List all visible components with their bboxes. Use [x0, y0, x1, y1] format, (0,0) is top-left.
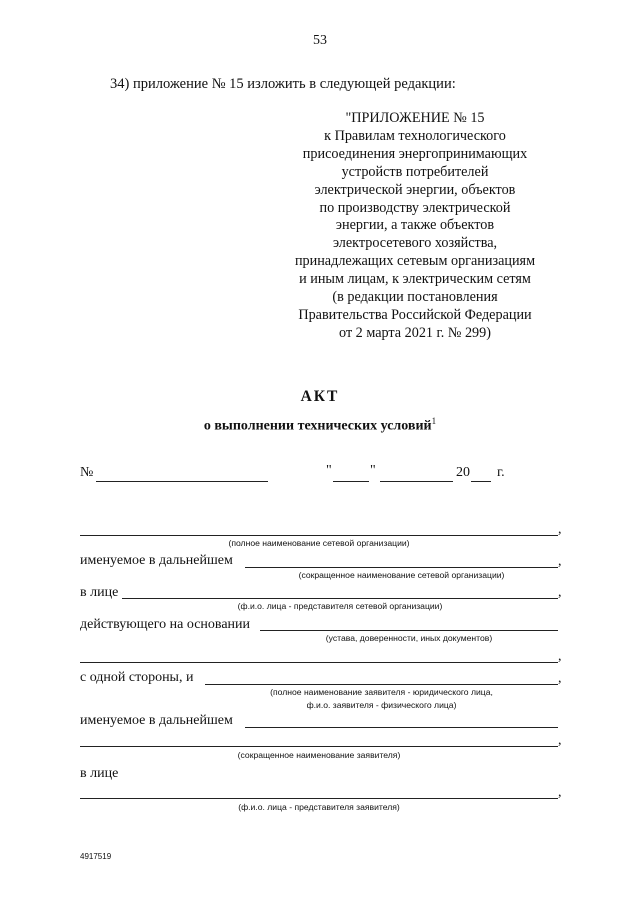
network-org-short-name-field[interactable]: [245, 567, 558, 568]
appendix-line: "ПРИЛОЖЕНИЕ № 15: [345, 110, 485, 126]
appendix-line: к Правилам технологического: [324, 127, 506, 144]
date-year-suffix: г.: [497, 465, 505, 480]
number-label: №: [80, 465, 94, 480]
appendix-header: [280, 110, 550, 343]
label-named-hereinafter: именуемое в дальнейшем: [80, 553, 233, 568]
appendix-line: электросетевого хозяйства,: [332, 235, 498, 252]
appendix-line: присоединения энергопринимающих: [302, 145, 528, 162]
caption-network-representative: (ф.и.о. лица - представителя сетевой организации): [237, 601, 443, 611]
basis-documents-field[interactable]: [260, 630, 558, 631]
label-one-side-and: с одной стороны, и: [80, 670, 194, 685]
date-year-field[interactable]: [471, 481, 491, 482]
appendix-line: (в редакции постановления: [332, 289, 498, 306]
caption-applicant-full-name-2: ф.и.о. заявителя - физического лица): [306, 700, 457, 710]
caption-applicant-representative: (ф.и.о. лица - представителя заявителя): [238, 802, 400, 812]
basis-documents-continuation-field[interactable]: [80, 662, 558, 663]
date-close-quote: ": [370, 463, 376, 478]
date-month-field[interactable]: [380, 481, 453, 482]
appendix-line: принадлежащих сетевым организациям: [294, 253, 536, 270]
caption-network-short-name: (сокращенное наименование сетевой организации): [298, 570, 505, 580]
comma: ,: [558, 585, 562, 600]
caption-basis-documents: (устава, доверенности, иных документов): [325, 633, 493, 643]
subtitle-text: о выполнении технических условий: [203, 418, 432, 434]
appendix-line: по производству электрической: [319, 199, 511, 216]
applicant-representative-field[interactable]: [80, 798, 558, 799]
appendix-line: и иным лицам, к электрическим сетям: [299, 271, 531, 288]
date-year-prefix: 20: [456, 465, 470, 480]
footnote-mark: 1: [431, 416, 437, 426]
appendix-line: Правительства Российской Федерации: [298, 306, 532, 323]
comma: ,: [558, 785, 562, 800]
page-number: 53: [313, 33, 327, 48]
date-day-field[interactable]: [333, 481, 369, 482]
document-code: 4917519: [80, 852, 112, 861]
label-represented-by: в лице: [80, 766, 119, 781]
comma: ,: [558, 554, 562, 569]
network-org-representative-field[interactable]: [122, 598, 558, 599]
document-subtitle: [0, 416, 640, 435]
applicant-short-name-continuation-field[interactable]: [80, 746, 558, 747]
comma: ,: [558, 733, 562, 748]
caption-applicant-full-name-1: (полное наименование заявителя - юридического лица,: [270, 687, 493, 697]
date-open-quote: ": [326, 463, 332, 478]
network-org-full-name-field[interactable]: [80, 535, 558, 536]
label-represented-by: в лице: [80, 585, 119, 600]
applicant-short-name-field[interactable]: [245, 727, 558, 728]
label-named-hereinafter: именуемое в дальнейшем: [80, 713, 233, 728]
appendix-line: от 2 марта 2021 г. № 299): [339, 324, 491, 341]
comma: ,: [558, 522, 562, 537]
label-acting-on-basis: действующего на основании: [80, 617, 251, 632]
applicant-full-name-field[interactable]: [205, 684, 558, 685]
act-number-field[interactable]: [96, 481, 268, 482]
appendix-line: электрической энергии, объектов: [314, 181, 516, 198]
appendix-line: устройств потребителей: [341, 163, 489, 180]
appendix-line: энергии, а также объектов: [335, 217, 495, 234]
comma: ,: [558, 671, 562, 686]
comma: ,: [558, 649, 562, 664]
document-title: АКТ: [300, 388, 340, 405]
amendment-intro: 34) приложение № 15 изложить в следующей редакции:: [110, 76, 456, 92]
caption-network-full-name: (полное наименование сетевой организации): [228, 538, 410, 548]
caption-applicant-short-name: (сокращенное наименование заявителя): [237, 750, 401, 760]
